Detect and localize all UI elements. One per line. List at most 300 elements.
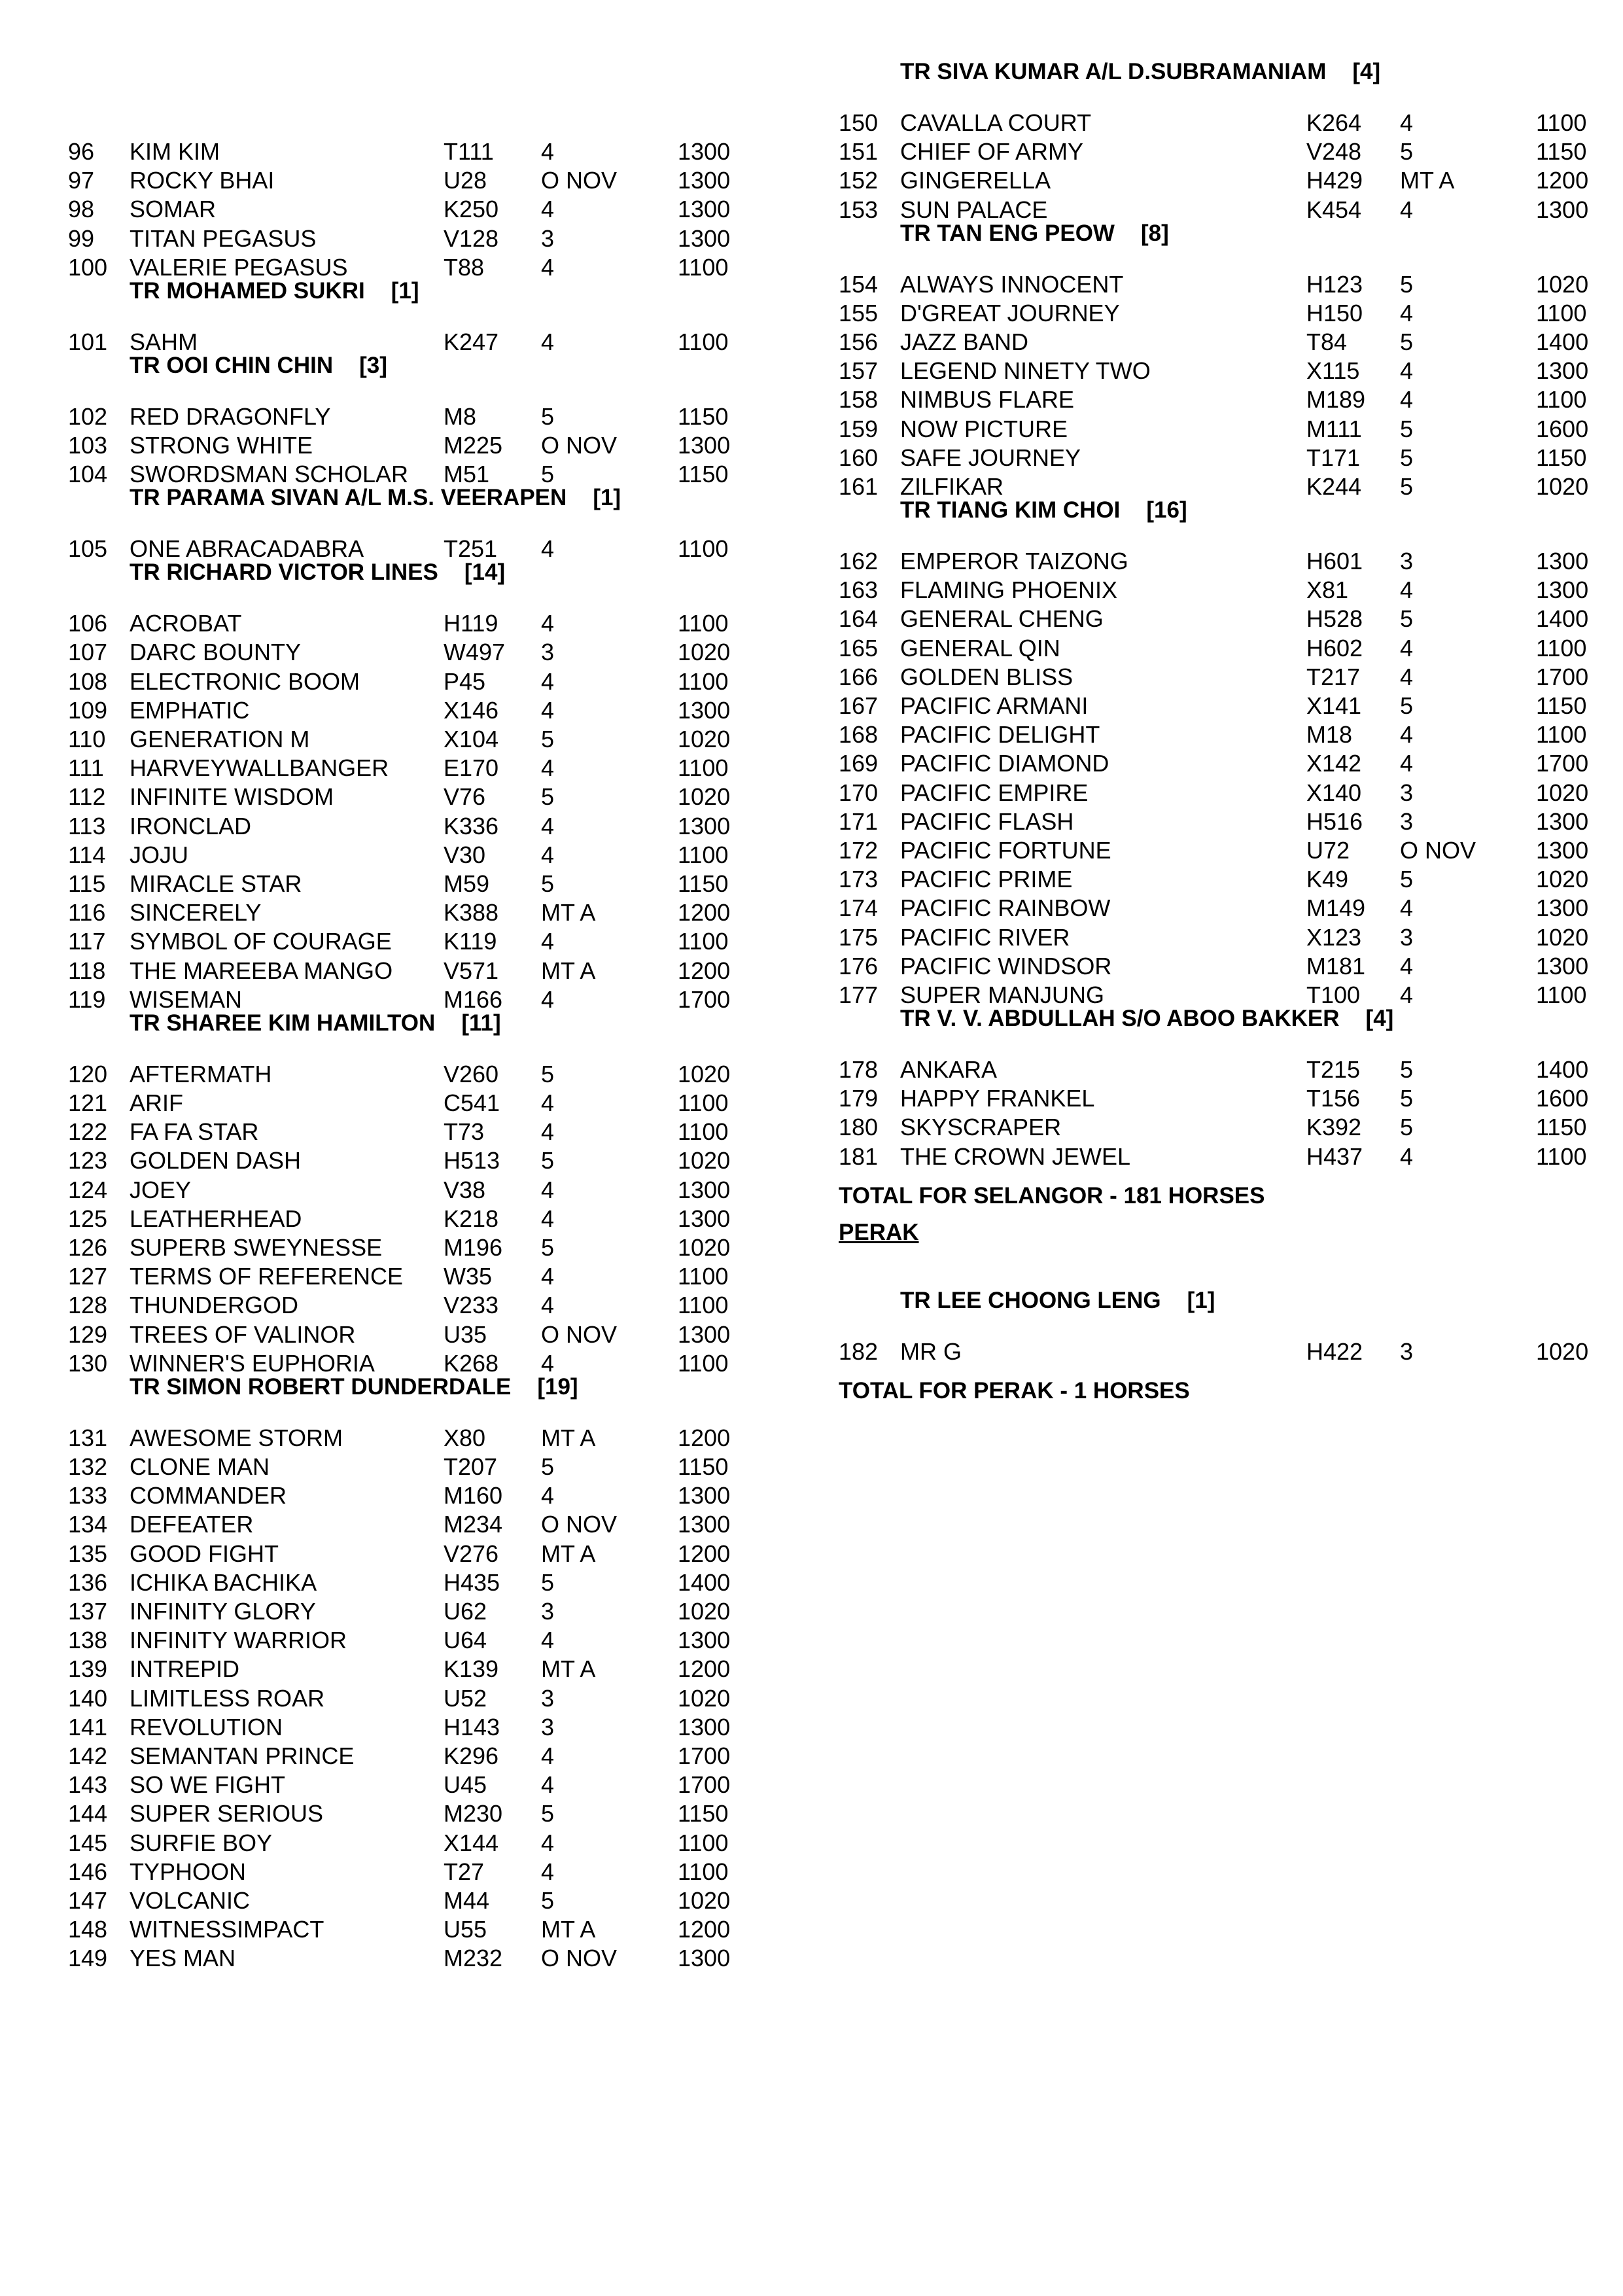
race-class: 5 xyxy=(1400,1114,1414,1141)
table-row xyxy=(0,402,811,431)
race-distance: 1100 xyxy=(678,1858,729,1885)
horse-name: SINCERELY xyxy=(130,899,262,927)
race-distance: 1300 xyxy=(1536,952,1589,980)
race-class: 4 xyxy=(541,610,555,637)
race-distance: 1300 xyxy=(1536,807,1589,835)
race-distance: 1200 xyxy=(678,1916,731,1943)
race-distance: 1200 xyxy=(678,1540,731,1567)
table-row xyxy=(811,865,1622,894)
race-distance: 1300 xyxy=(678,812,731,839)
row-number: 117 xyxy=(68,928,106,955)
race-distance: 1020 xyxy=(678,1887,731,1914)
race-class: 4 xyxy=(541,754,555,782)
table-row xyxy=(0,1262,811,1291)
horse-name: EMPHATIC xyxy=(130,696,250,724)
trainer-name: TR MOHAMED SUKRI xyxy=(130,277,365,304)
row-number: 108 xyxy=(68,667,108,695)
row-number: 115 xyxy=(68,870,106,897)
horse-code: H516 xyxy=(1306,807,1363,835)
horse-code: X140 xyxy=(1306,779,1362,806)
race-distance: 1020 xyxy=(678,1147,731,1174)
horse-name: ICHIKA BACHIKA xyxy=(130,1568,317,1596)
horse-name: JOEY xyxy=(130,1176,192,1203)
trainer-name: TR RICHARD VICTOR LINES xyxy=(130,559,438,586)
horse-code: M111 xyxy=(1306,415,1362,442)
horse-code: X141 xyxy=(1306,692,1362,719)
race-class: 4 xyxy=(541,1482,555,1510)
race-class: O NOV xyxy=(541,167,618,194)
race-distance: 1100 xyxy=(678,610,729,637)
race-distance: 1020 xyxy=(1536,866,1589,893)
row-number: 177 xyxy=(839,981,879,1008)
row-number: 104 xyxy=(68,461,108,488)
horse-name: AFTERMATH xyxy=(130,1060,272,1087)
race-distance: 1020 xyxy=(678,639,731,666)
race-distance: 1100 xyxy=(678,754,729,782)
trainer-name: TR TAN ENG PEOW xyxy=(900,220,1115,246)
horse-name: ZILFIKAR xyxy=(900,473,1004,500)
horse-code: H429 xyxy=(1306,167,1363,194)
row-number: 119 xyxy=(68,985,106,1013)
race-class: 4 xyxy=(541,985,555,1013)
row-number: 111 xyxy=(68,754,104,782)
horse-name: CHIEF OF ARMY xyxy=(900,138,1084,166)
race-class: 4 xyxy=(541,1176,555,1203)
row-number: 174 xyxy=(839,894,879,922)
horse-code: K250 xyxy=(444,196,499,223)
race-class: 4 xyxy=(541,1858,555,1885)
table-row xyxy=(811,663,1622,692)
horse-code: V76 xyxy=(444,783,486,811)
row-number: 129 xyxy=(68,1320,108,1348)
horse-name: ELECTRONIC BOOM xyxy=(130,667,360,695)
race-class: 4 xyxy=(1400,576,1414,604)
table-row xyxy=(0,1118,811,1146)
race-class: O NOV xyxy=(541,1945,618,1972)
horse-code: P45 xyxy=(444,667,486,695)
race-class: 5 xyxy=(541,783,555,811)
horse-name: ALWAYS INNOCENT xyxy=(900,270,1124,298)
row-number: 169 xyxy=(839,750,879,777)
trainer-header xyxy=(130,1373,578,1402)
race-class: 4 xyxy=(541,1292,555,1319)
table-row xyxy=(0,841,811,870)
row-number: 105 xyxy=(68,535,108,563)
row-number: 171 xyxy=(839,807,879,835)
race-distance: 1100 xyxy=(1536,299,1587,327)
race-class: MT A xyxy=(541,1424,596,1451)
race-class: MT A xyxy=(541,1655,596,1683)
horse-name: GENERAL CHENG xyxy=(900,605,1104,633)
horse-name: TERMS OF REFERENCE xyxy=(130,1263,404,1290)
race-class: MT A xyxy=(541,957,596,984)
race-distance: 1150 xyxy=(1536,692,1587,719)
race-distance: 1300 xyxy=(678,1482,731,1510)
horse-code: H143 xyxy=(444,1713,500,1740)
table-row xyxy=(811,1337,1622,1366)
race-class: 4 xyxy=(541,812,555,839)
row-number: 126 xyxy=(68,1234,108,1261)
horse-name: INFINITE WISDOM xyxy=(130,783,334,811)
horse-code: H437 xyxy=(1306,1142,1363,1170)
race-class: 4 xyxy=(541,1205,555,1232)
table-row xyxy=(0,1146,811,1175)
race-class: O NOV xyxy=(541,432,618,459)
race-distance: 1150 xyxy=(1536,1114,1587,1141)
table-row xyxy=(0,1886,811,1915)
horse-code: H602 xyxy=(1306,634,1363,662)
table-row xyxy=(0,328,811,357)
race-distance: 1300 xyxy=(678,1511,731,1538)
table-row xyxy=(811,1113,1622,1142)
trainer-name: TR OOI CHIN CHIN xyxy=(130,352,334,378)
table-row xyxy=(811,444,1622,472)
row-number: 150 xyxy=(839,109,879,136)
horse-count: [1] xyxy=(1187,1287,1215,1313)
table-row xyxy=(0,224,811,253)
race-distance: 1600 xyxy=(1536,1085,1589,1112)
horse-code: H119 xyxy=(444,610,498,637)
horse-code: M189 xyxy=(1306,386,1366,414)
race-class: 3 xyxy=(541,224,555,252)
table-row xyxy=(0,667,811,696)
table-row xyxy=(811,836,1622,865)
race-distance: 1300 xyxy=(678,1320,731,1348)
trainer-name: TR PARAMA SIVAN A/L M.S. VEERAPEN xyxy=(130,485,567,511)
race-class: 4 xyxy=(541,667,555,695)
race-distance: 1100 xyxy=(678,1089,729,1116)
horse-name: HAPPY FRANKEL xyxy=(900,1085,1095,1112)
table-row xyxy=(811,692,1622,720)
race-distance: 1700 xyxy=(1536,663,1589,690)
race-distance: 1100 xyxy=(1536,109,1587,136)
row-number: 97 xyxy=(68,167,95,194)
race-distance: 1300 xyxy=(678,432,731,459)
horse-code: U35 xyxy=(444,1320,487,1348)
race-distance: 1300 xyxy=(678,1176,731,1203)
horse-code: W35 xyxy=(444,1263,493,1290)
horse-code: U28 xyxy=(444,167,487,194)
horse-code: K244 xyxy=(1306,473,1362,500)
race-class: O NOV xyxy=(541,1320,618,1348)
race-distance: 1300 xyxy=(678,167,731,194)
horse-name: GENERATION M xyxy=(130,726,310,752)
table-row xyxy=(0,1915,811,1944)
horse-name: GOLDEN DASH xyxy=(130,1147,302,1174)
row-number: 163 xyxy=(839,576,879,604)
race-class: 4 xyxy=(541,1829,555,1856)
row-number: 128 xyxy=(68,1292,108,1319)
race-class: 4 xyxy=(541,696,555,724)
horse-code: K247 xyxy=(444,328,499,355)
race-class: 5 xyxy=(541,1800,555,1828)
race-class: 5 xyxy=(541,402,555,430)
horse-name: THE MAREEBA MANGO xyxy=(130,957,393,984)
horse-code: T156 xyxy=(1306,1085,1361,1112)
horse-code: X115 xyxy=(1306,357,1360,385)
trainer-name: TR TIANG KIM CHOI xyxy=(900,497,1121,523)
horse-code: V276 xyxy=(444,1540,499,1567)
horse-code: X104 xyxy=(444,726,499,752)
horse-name: GINGERELLA xyxy=(900,167,1051,194)
horse-name: THE CROWN JEWEL xyxy=(900,1142,1131,1170)
horse-name: PACIFIC FORTUNE xyxy=(900,837,1111,864)
horse-name: LEATHERHEAD xyxy=(130,1205,302,1232)
horse-code: H422 xyxy=(1306,1337,1363,1365)
row-number: 167 xyxy=(839,692,879,719)
row-number: 172 xyxy=(839,837,879,864)
race-distance: 1700 xyxy=(678,985,731,1013)
trainer-header xyxy=(900,496,1187,525)
row-number: 178 xyxy=(839,1056,879,1083)
row-number: 114 xyxy=(68,841,106,868)
table-row xyxy=(811,576,1622,605)
table-row xyxy=(811,779,1622,807)
horse-name: JAZZ BAND xyxy=(900,328,1029,355)
race-distance: 1100 xyxy=(678,535,729,563)
race-distance: 1400 xyxy=(1536,605,1589,633)
table-row xyxy=(811,952,1622,981)
horse-name: COMMANDER xyxy=(130,1482,287,1510)
horse-count: [16] xyxy=(1146,497,1187,523)
race-class: 5 xyxy=(541,1453,555,1480)
race-distance: 1020 xyxy=(1536,923,1589,951)
table-row xyxy=(811,634,1622,663)
row-number: 148 xyxy=(68,1916,108,1943)
row-number: 146 xyxy=(68,1858,108,1885)
horse-name: SOMAR xyxy=(130,196,217,223)
table-row xyxy=(811,328,1622,357)
race-class: 5 xyxy=(541,1568,555,1596)
race-distance: 1300 xyxy=(678,196,731,223)
race-class: 4 xyxy=(541,841,555,868)
race-class: MT A xyxy=(541,899,596,927)
row-number: 173 xyxy=(839,866,879,893)
table-row xyxy=(0,137,811,166)
horse-code: H150 xyxy=(1306,299,1363,327)
horse-code: K268 xyxy=(444,1349,499,1377)
race-distance: 1020 xyxy=(1536,270,1589,298)
race-distance: 1200 xyxy=(1536,167,1589,194)
horse-name: SYMBOL OF COURAGE xyxy=(130,928,392,955)
horse-code: T27 xyxy=(444,1858,485,1885)
table-row xyxy=(0,725,811,754)
row-number: 159 xyxy=(839,415,879,442)
horse-name: SO WE FIGHT xyxy=(130,1771,285,1799)
trainer-header xyxy=(900,219,1169,248)
horse-code: K392 xyxy=(1306,1114,1362,1141)
table-row xyxy=(0,1205,811,1233)
horse-name: ROCKY BHAI xyxy=(130,167,275,194)
horse-name: FLAMING PHOENIX xyxy=(900,576,1118,604)
row-number: 156 xyxy=(839,328,879,355)
race-class: 4 xyxy=(1400,196,1414,223)
horse-count: [3] xyxy=(359,352,387,378)
horse-code: T73 xyxy=(444,1118,485,1146)
race-distance: 1700 xyxy=(678,1742,731,1769)
table-row xyxy=(811,137,1622,166)
race-distance: 1600 xyxy=(1536,415,1589,442)
row-number: 141 xyxy=(68,1713,108,1740)
table-row xyxy=(811,1142,1622,1171)
horse-code: M196 xyxy=(444,1234,503,1261)
horse-name: INFINITY WARRIOR xyxy=(130,1627,347,1654)
horse-name: PACIFIC RIVER xyxy=(900,923,1070,951)
race-class: 4 xyxy=(541,1118,555,1146)
row-number: 155 xyxy=(839,299,879,327)
race-class: 3 xyxy=(541,1713,555,1740)
race-distance: 1300 xyxy=(1536,548,1589,574)
row-number: 106 xyxy=(68,610,108,637)
race-distance: 1400 xyxy=(1536,328,1589,355)
table-row xyxy=(0,1540,811,1568)
table-row xyxy=(0,1291,811,1320)
table-row xyxy=(811,109,1622,137)
race-distance: 1100 xyxy=(1536,1142,1587,1170)
race-class: 4 xyxy=(1400,109,1414,136)
trainer-name: TR SHAREE KIM HAMILTON xyxy=(130,1010,436,1036)
row-number: 123 xyxy=(68,1147,108,1174)
horse-count: [4] xyxy=(1365,1006,1394,1031)
horse-code: K49 xyxy=(1306,866,1349,893)
race-class: 4 xyxy=(541,196,555,223)
trainer-header xyxy=(130,1009,501,1038)
row-number: 139 xyxy=(68,1655,108,1683)
table-row xyxy=(0,1510,811,1539)
race-distance: 1100 xyxy=(678,1118,729,1146)
horse-name: ARIF xyxy=(130,1089,184,1116)
row-number: 136 xyxy=(68,1568,108,1596)
horse-code: T171 xyxy=(1306,444,1361,471)
race-class: 5 xyxy=(1400,328,1414,355)
race-class: 5 xyxy=(1400,415,1414,442)
horse-code: T100 xyxy=(1306,981,1361,1008)
row-number: 130 xyxy=(68,1349,108,1377)
table-row xyxy=(0,783,811,811)
row-number: 100 xyxy=(68,253,108,281)
horse-name: INTREPID xyxy=(130,1655,240,1683)
horse-name: DARC BOUNTY xyxy=(130,639,302,666)
race-distance: 1100 xyxy=(1536,634,1587,662)
table-row xyxy=(811,166,1622,195)
table-row xyxy=(0,1453,811,1481)
race-class: 5 xyxy=(541,1147,555,1174)
race-class: 4 xyxy=(1400,386,1414,414)
horse-name: VOLCANIC xyxy=(130,1887,251,1914)
horse-name: SUPER SERIOUS xyxy=(130,1800,324,1828)
table-row xyxy=(0,1320,811,1349)
horse-name: EMPEROR TAIZONG xyxy=(900,548,1128,574)
race-class: 4 xyxy=(1400,663,1414,690)
row-number: 162 xyxy=(839,548,879,574)
race-class: MT A xyxy=(1400,167,1455,194)
table-row xyxy=(0,431,811,460)
race-distance: 1020 xyxy=(1536,1337,1589,1365)
horse-name: ACROBAT xyxy=(130,610,242,637)
race-distance: 1100 xyxy=(678,328,729,355)
race-class: 3 xyxy=(541,1684,555,1712)
horse-name: PACIFIC DIAMOND xyxy=(900,750,1109,777)
trainer-name: TR SIVA KUMAR A/L D.SUBRAMANIAM xyxy=(900,59,1327,84)
row-number: 164 xyxy=(839,605,879,633)
race-distance: 1020 xyxy=(678,1598,731,1625)
race-class: 5 xyxy=(1400,605,1414,633)
horse-name: WISEMAN xyxy=(130,985,243,1013)
race-distance: 1150 xyxy=(678,1453,729,1480)
trainer-header xyxy=(900,1004,1393,1033)
table-row xyxy=(0,898,811,927)
race-distance: 1150 xyxy=(678,461,729,488)
race-class: 4 xyxy=(541,535,555,563)
table-row xyxy=(811,720,1622,749)
horse-code: V248 xyxy=(1306,138,1362,166)
table-row xyxy=(0,696,811,725)
horse-name: INFINITY GLORY xyxy=(130,1598,316,1625)
race-distance: 1200 xyxy=(678,957,731,984)
row-number: 118 xyxy=(68,957,106,984)
horse-name: NOW PICTURE xyxy=(900,415,1068,442)
row-number: 160 xyxy=(839,444,879,471)
row-number: 102 xyxy=(68,402,108,430)
row-number: 152 xyxy=(839,167,879,194)
race-distance: 1150 xyxy=(678,870,729,897)
horse-code: H601 xyxy=(1306,548,1363,574)
race-distance: 1150 xyxy=(1536,138,1587,166)
table-row xyxy=(0,1742,811,1771)
table-row xyxy=(0,609,811,638)
horse-code: V38 xyxy=(444,1176,486,1203)
horse-name: DEFEATER xyxy=(130,1511,254,1538)
table-row xyxy=(0,754,811,783)
race-class: 4 xyxy=(541,1089,555,1116)
horse-code: V30 xyxy=(444,841,486,868)
row-number: 127 xyxy=(68,1263,108,1290)
row-number: 145 xyxy=(68,1829,108,1856)
horse-code: U62 xyxy=(444,1598,487,1625)
race-class: O NOV xyxy=(1400,837,1476,864)
race-distance: 1300 xyxy=(1536,357,1589,385)
race-class: 4 xyxy=(1400,721,1414,749)
race-class: 4 xyxy=(541,1771,555,1799)
table-row xyxy=(0,1626,811,1655)
race-distance: 1300 xyxy=(1536,894,1589,922)
horse-code: X80 xyxy=(444,1424,486,1451)
horse-code: M230 xyxy=(444,1800,503,1828)
race-distance: 1700 xyxy=(678,1771,731,1799)
race-distance: 1400 xyxy=(678,1568,731,1596)
horse-name: NIMBUS FLARE xyxy=(900,386,1075,414)
horse-code: V571 xyxy=(444,957,499,984)
row-number: 180 xyxy=(839,1114,879,1141)
horse-name: SWORDSMAN SCHOLAR xyxy=(130,461,409,488)
row-number: 124 xyxy=(68,1176,108,1203)
row-number: 175 xyxy=(839,923,879,951)
row-number: 133 xyxy=(68,1482,108,1510)
table-row xyxy=(0,1060,811,1089)
horse-code: X142 xyxy=(1306,750,1362,777)
race-distance: 1020 xyxy=(678,783,731,811)
horse-name: TREES OF VALINOR xyxy=(130,1320,356,1348)
horse-name: REVOLUTION xyxy=(130,1713,283,1740)
horse-name: KIM KIM xyxy=(130,138,220,165)
row-number: 101 xyxy=(68,328,108,355)
race-class: 3 xyxy=(1400,807,1414,835)
table-row xyxy=(811,923,1622,952)
row-number: 144 xyxy=(68,1800,108,1828)
race-distance: 1020 xyxy=(1536,779,1589,806)
table-row xyxy=(0,1829,811,1858)
race-class: MT A xyxy=(541,1540,596,1567)
